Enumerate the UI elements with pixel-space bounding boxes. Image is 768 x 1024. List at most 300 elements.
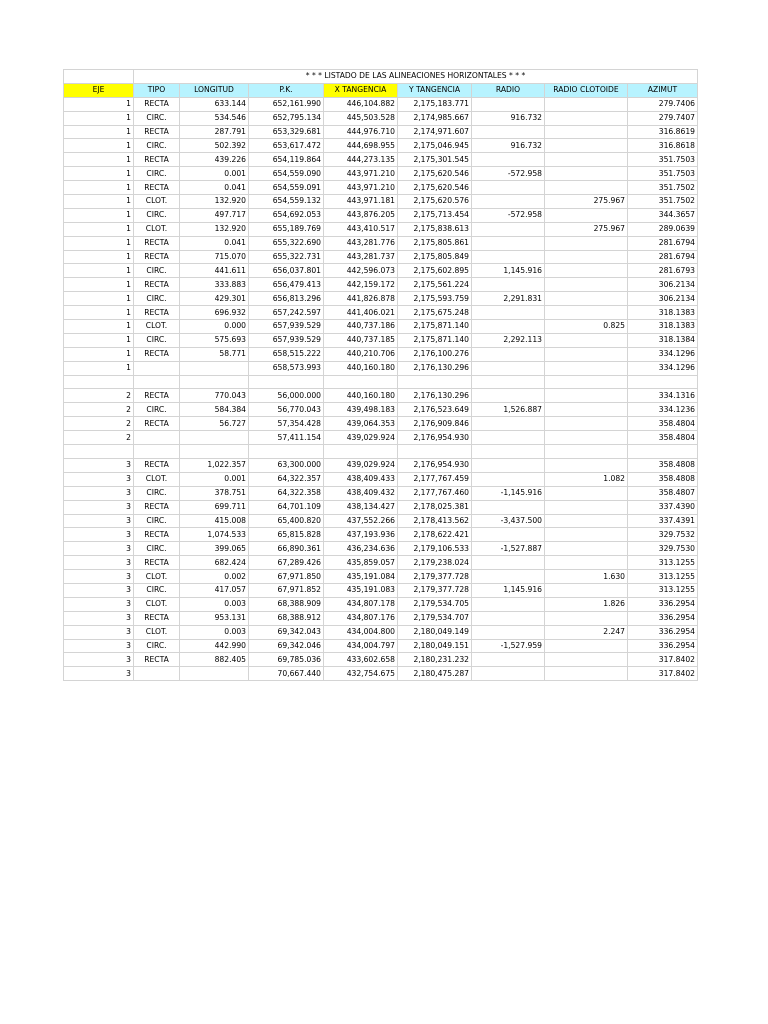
cell-x-tangencia[interactable]: 443,971.181 xyxy=(324,195,398,209)
cell-eje[interactable]: 1 xyxy=(64,195,134,209)
cell-longitud[interactable]: 0.002 xyxy=(180,570,249,584)
cell-eje[interactable]: 3 xyxy=(64,625,134,639)
header-pk[interactable]: P.K. xyxy=(249,83,324,97)
cell-x-tangencia[interactable]: 444,273.135 xyxy=(324,153,398,167)
cell-radio[interactable] xyxy=(472,597,545,611)
cell-x-tangencia[interactable]: 433,602.658 xyxy=(324,653,398,667)
cell-y-tangencia[interactable]: 2,180,049.151 xyxy=(398,639,472,653)
header-longitud[interactable]: LONGITUD xyxy=(180,83,249,97)
cell-radio[interactable] xyxy=(472,250,545,264)
cell-y-tangencia[interactable]: 2,179,238.024 xyxy=(398,556,472,570)
cell-eje[interactable]: 3 xyxy=(64,542,134,556)
cell-radio-clotoide[interactable] xyxy=(545,417,628,431)
cell-eje[interactable]: 2 xyxy=(64,431,134,445)
cell-azimut[interactable]: 281.6793 xyxy=(628,264,698,278)
cell-pk[interactable]: 63,300.000 xyxy=(249,458,324,472)
cell-x-tangencia[interactable]: 446,104.882 xyxy=(324,97,398,111)
cell-pk[interactable]: 655,322.731 xyxy=(249,250,324,264)
cell-y-tangencia[interactable]: 2,176,130.296 xyxy=(398,361,472,375)
cell-longitud[interactable]: 953.131 xyxy=(180,611,249,625)
cell-radio[interactable] xyxy=(472,500,545,514)
cell-pk[interactable]: 657,939.529 xyxy=(249,320,324,334)
cell-x-tangencia[interactable]: 440,160.180 xyxy=(324,361,398,375)
cell-azimut[interactable]: 313.1255 xyxy=(628,570,698,584)
cell-radio-clotoide[interactable] xyxy=(545,97,628,111)
cell-longitud[interactable]: 439.226 xyxy=(180,153,249,167)
cell-eje[interactable]: 1 xyxy=(64,361,134,375)
cell-longitud[interactable]: 0.001 xyxy=(180,167,249,181)
cell-radio-clotoide[interactable]: 275.967 xyxy=(545,195,628,209)
cell-radio-clotoide[interactable] xyxy=(545,667,628,681)
cell-azimut[interactable]: 351.7503 xyxy=(628,167,698,181)
cell-tipo[interactable]: CIRC. xyxy=(134,292,180,306)
cell-x-tangencia[interactable]: 443,281.776 xyxy=(324,236,398,250)
cell-azimut[interactable]: 281.6794 xyxy=(628,250,698,264)
cell-radio[interactable] xyxy=(472,667,545,681)
cell-tipo[interactable]: CLOT. xyxy=(134,195,180,209)
cell-eje[interactable]: 1 xyxy=(64,167,134,181)
cell-longitud[interactable] xyxy=(180,445,249,459)
cell-radio-clotoide[interactable]: 275.967 xyxy=(545,222,628,236)
cell-x-tangencia[interactable]: 439,029.924 xyxy=(324,458,398,472)
cell-y-tangencia[interactable]: 2,175,183.771 xyxy=(398,97,472,111)
cell-y-tangencia[interactable]: 2,175,602.895 xyxy=(398,264,472,278)
cell-tipo[interactable]: CLOT. xyxy=(134,597,180,611)
cell-longitud[interactable]: 132.920 xyxy=(180,195,249,209)
cell-eje[interactable]: 1 xyxy=(64,125,134,139)
cell-tipo[interactable]: RECTA xyxy=(134,97,180,111)
header-azimut[interactable]: AZIMUT xyxy=(628,83,698,97)
cell-azimut[interactable]: 313.1255 xyxy=(628,556,698,570)
cell-y-tangencia[interactable]: 2,176,523.649 xyxy=(398,403,472,417)
cell-radio[interactable] xyxy=(472,320,545,334)
cell-pk[interactable]: 64,322.357 xyxy=(249,472,324,486)
cell-pk[interactable] xyxy=(249,375,324,389)
cell-radio-clotoide[interactable] xyxy=(545,445,628,459)
header-x-tangencia[interactable]: X TANGENCIA xyxy=(324,83,398,97)
cell-azimut[interactable]: 329.7530 xyxy=(628,542,698,556)
cell-pk[interactable]: 67,971.850 xyxy=(249,570,324,584)
cell-azimut[interactable]: 316.8619 xyxy=(628,125,698,139)
cell-radio-clotoide[interactable]: 1.826 xyxy=(545,597,628,611)
cell-radio[interactable]: -1,145.916 xyxy=(472,486,545,500)
cell-radio[interactable] xyxy=(472,417,545,431)
cell-y-tangencia[interactable]: 2,175,620.546 xyxy=(398,167,472,181)
cell-radio-clotoide[interactable] xyxy=(545,653,628,667)
cell-tipo[interactable]: CLOT. xyxy=(134,570,180,584)
cell-y-tangencia[interactable]: 2,175,805.849 xyxy=(398,250,472,264)
cell-tipo[interactable]: CIRC. xyxy=(134,403,180,417)
cell-radio-clotoide[interactable] xyxy=(545,583,628,597)
cell-azimut[interactable]: 358.4808 xyxy=(628,458,698,472)
cell-pk[interactable]: 65,815.828 xyxy=(249,528,324,542)
cell-longitud[interactable]: 534.546 xyxy=(180,111,249,125)
cell-azimut[interactable]: 289.0639 xyxy=(628,222,698,236)
cell-y-tangencia[interactable]: 2,179,534.707 xyxy=(398,611,472,625)
cell-eje[interactable]: 1 xyxy=(64,278,134,292)
cell-longitud[interactable] xyxy=(180,667,249,681)
cell-radio-clotoide[interactable]: 2.247 xyxy=(545,625,628,639)
cell-y-tangencia[interactable]: 2,177,767.459 xyxy=(398,472,472,486)
cell-longitud[interactable]: 0.003 xyxy=(180,597,249,611)
cell-azimut[interactable]: 334.1296 xyxy=(628,347,698,361)
cell-eje[interactable]: 3 xyxy=(64,653,134,667)
cell-radio[interactable] xyxy=(472,306,545,320)
cell-x-tangencia[interactable]: 440,160.180 xyxy=(324,389,398,403)
cell-azimut[interactable]: 316.8618 xyxy=(628,139,698,153)
cell-pk[interactable]: 658,573.993 xyxy=(249,361,324,375)
cell-radio[interactable] xyxy=(472,458,545,472)
cell-pk[interactable] xyxy=(249,445,324,459)
cell-pk[interactable]: 652,161.990 xyxy=(249,97,324,111)
cell-radio-clotoide[interactable] xyxy=(545,611,628,625)
cell-y-tangencia[interactable]: 2,179,377.728 xyxy=(398,570,472,584)
cell-longitud[interactable]: 633.144 xyxy=(180,97,249,111)
cell-eje[interactable]: 1 xyxy=(64,250,134,264)
cell-x-tangencia[interactable]: 434,004.797 xyxy=(324,639,398,653)
cell-azimut[interactable]: 351.7502 xyxy=(628,195,698,209)
cell-radio[interactable] xyxy=(472,278,545,292)
cell-x-tangencia[interactable]: 440,737.186 xyxy=(324,320,398,334)
cell-azimut[interactable]: 344.3657 xyxy=(628,208,698,222)
cell-pk[interactable]: 64,701.109 xyxy=(249,500,324,514)
cell-radio[interactable]: 2,292.113 xyxy=(472,333,545,347)
cell-eje[interactable]: 3 xyxy=(64,667,134,681)
cell-azimut[interactable]: 337.4390 xyxy=(628,500,698,514)
cell-tipo[interactable]: CIRC. xyxy=(134,639,180,653)
cell-eje[interactable]: 3 xyxy=(64,514,134,528)
cell-radio-clotoide[interactable] xyxy=(545,528,628,542)
cell-longitud[interactable] xyxy=(180,431,249,445)
cell-pk[interactable]: 654,559.090 xyxy=(249,167,324,181)
cell-longitud[interactable]: 399.065 xyxy=(180,542,249,556)
cell-longitud[interactable]: 1,074.533 xyxy=(180,528,249,542)
cell-tipo[interactable]: CLOT. xyxy=(134,625,180,639)
cell-eje[interactable]: 3 xyxy=(64,500,134,514)
cell-azimut[interactable]: 279.7407 xyxy=(628,111,698,125)
cell-x-tangencia[interactable]: 443,971.210 xyxy=(324,181,398,195)
cell-azimut[interactable]: 336.2954 xyxy=(628,611,698,625)
cell-longitud[interactable]: 682.424 xyxy=(180,556,249,570)
cell-pk[interactable]: 69,342.043 xyxy=(249,625,324,639)
cell-azimut[interactable]: 351.7502 xyxy=(628,181,698,195)
cell-longitud[interactable]: 415.008 xyxy=(180,514,249,528)
cell-longitud[interactable]: 0.041 xyxy=(180,181,249,195)
cell-longitud[interactable]: 429.301 xyxy=(180,292,249,306)
table-title[interactable]: * * * LISTADO DE LAS ALINEACIONES HORIZONTALES * * * xyxy=(134,70,698,84)
cell-pk[interactable]: 65,400.820 xyxy=(249,514,324,528)
cell-tipo[interactable]: RECTA xyxy=(134,458,180,472)
cell-radio[interactable] xyxy=(472,347,545,361)
cell-pk[interactable]: 655,189.769 xyxy=(249,222,324,236)
cell-tipo[interactable] xyxy=(134,431,180,445)
cell-eje[interactable]: 1 xyxy=(64,181,134,195)
cell-azimut[interactable]: 358.4807 xyxy=(628,486,698,500)
cell-longitud[interactable]: 699.711 xyxy=(180,500,249,514)
cell-radio-clotoide[interactable] xyxy=(545,250,628,264)
cell-radio-clotoide[interactable] xyxy=(545,333,628,347)
cell-y-tangencia[interactable]: 2,179,377.728 xyxy=(398,583,472,597)
cell-azimut[interactable]: 279.7406 xyxy=(628,97,698,111)
cell-radio[interactable] xyxy=(472,153,545,167)
cell-radio-clotoide[interactable] xyxy=(545,278,628,292)
cell-azimut[interactable]: 336.2954 xyxy=(628,639,698,653)
cell-tipo[interactable]: RECTA xyxy=(134,181,180,195)
cell-eje[interactable]: 1 xyxy=(64,347,134,361)
cell-pk[interactable]: 67,971.852 xyxy=(249,583,324,597)
cell-tipo[interactable]: CIRC. xyxy=(134,583,180,597)
cell-y-tangencia[interactable]: 2,176,954.930 xyxy=(398,431,472,445)
cell-radio[interactable]: 916.732 xyxy=(472,111,545,125)
cell-radio[interactable]: -572.958 xyxy=(472,208,545,222)
cell-tipo[interactable]: CIRC. xyxy=(134,333,180,347)
cell-radio[interactable] xyxy=(472,570,545,584)
cell-radio-clotoide[interactable] xyxy=(545,542,628,556)
cell-y-tangencia[interactable]: 2,175,301.545 xyxy=(398,153,472,167)
cell-eje[interactable]: 1 xyxy=(64,208,134,222)
cell-y-tangencia[interactable]: 2,176,954.930 xyxy=(398,458,472,472)
cell-eje[interactable]: 1 xyxy=(64,320,134,334)
cell-tipo[interactable]: CIRC. xyxy=(134,111,180,125)
cell-x-tangencia[interactable]: 436,234.636 xyxy=(324,542,398,556)
cell-longitud[interactable]: 441.611 xyxy=(180,264,249,278)
cell-y-tangencia[interactable]: 2,175,675.248 xyxy=(398,306,472,320)
cell-y-tangencia[interactable]: 2,175,805.861 xyxy=(398,236,472,250)
cell-radio[interactable] xyxy=(472,653,545,667)
cell-eje[interactable]: 1 xyxy=(64,222,134,236)
cell-azimut[interactable]: 318.1383 xyxy=(628,306,698,320)
cell-radio-clotoide[interactable]: 1.630 xyxy=(545,570,628,584)
cell-x-tangencia[interactable] xyxy=(324,375,398,389)
cell-azimut[interactable]: 318.1384 xyxy=(628,333,698,347)
cell-tipo[interactable]: RECTA xyxy=(134,389,180,403)
cell-tipo[interactable]: RECTA xyxy=(134,611,180,625)
cell-radio-clotoide[interactable] xyxy=(545,486,628,500)
cell-tipo[interactable]: CLOT. xyxy=(134,472,180,486)
cell-y-tangencia[interactable]: 2,178,025.381 xyxy=(398,500,472,514)
cell-tipo[interactable]: RECTA xyxy=(134,528,180,542)
cell-pk[interactable]: 68,388.912 xyxy=(249,611,324,625)
cell-pk[interactable]: 658,515.222 xyxy=(249,347,324,361)
cell-eje[interactable]: 3 xyxy=(64,639,134,653)
header-eje[interactable]: EJE xyxy=(64,83,134,97)
cell-longitud[interactable]: 0.041 xyxy=(180,236,249,250)
cell-longitud[interactable]: 575.693 xyxy=(180,333,249,347)
cell-longitud[interactable]: 287.791 xyxy=(180,125,249,139)
cell-y-tangencia[interactable]: 2,177,767.460 xyxy=(398,486,472,500)
cell-radio[interactable]: 2,291.831 xyxy=(472,292,545,306)
cell-azimut[interactable]: 317.8402 xyxy=(628,667,698,681)
cell-eje[interactable]: 3 xyxy=(64,556,134,570)
cell-radio-clotoide[interactable] xyxy=(545,139,628,153)
cell-eje[interactable]: 1 xyxy=(64,97,134,111)
cell-eje[interactable]: 3 xyxy=(64,570,134,584)
cell-pk[interactable]: 67,289.426 xyxy=(249,556,324,570)
cell-radio-clotoide[interactable] xyxy=(545,403,628,417)
cell-pk[interactable]: 69,342.046 xyxy=(249,639,324,653)
cell-longitud[interactable]: 0.000 xyxy=(180,320,249,334)
cell-x-tangencia[interactable]: 439,064.353 xyxy=(324,417,398,431)
cell-eje[interactable]: 1 xyxy=(64,333,134,347)
cell-y-tangencia[interactable]: 2,180,049.149 xyxy=(398,625,472,639)
cell-y-tangencia[interactable]: 2,175,561.224 xyxy=(398,278,472,292)
cell-radio-clotoide[interactable] xyxy=(545,361,628,375)
cell-radio[interactable] xyxy=(472,528,545,542)
cell-y-tangencia[interactable]: 2,176,130.296 xyxy=(398,389,472,403)
cell-radio[interactable]: 916.732 xyxy=(472,139,545,153)
cell-radio[interactable]: -572.958 xyxy=(472,167,545,181)
cell-eje[interactable]: 2 xyxy=(64,389,134,403)
cell-radio-clotoide[interactable] xyxy=(545,375,628,389)
cell-eje[interactable]: 3 xyxy=(64,472,134,486)
cell-longitud[interactable]: 770.043 xyxy=(180,389,249,403)
cell-tipo[interactable]: RECTA xyxy=(134,653,180,667)
cell-y-tangencia[interactable]: 2,175,620.576 xyxy=(398,195,472,209)
cell-radio-clotoide[interactable] xyxy=(545,458,628,472)
cell-x-tangencia[interactable]: 437,193.936 xyxy=(324,528,398,542)
cell-pk[interactable]: 70,667.440 xyxy=(249,667,324,681)
cell-y-tangencia[interactable]: 2,175,871.140 xyxy=(398,333,472,347)
cell-x-tangencia[interactable]: 434,004.800 xyxy=(324,625,398,639)
header-radio-clotoide[interactable]: RADIO CLOTOIDE xyxy=(545,83,628,97)
cell-longitud[interactable]: 132.920 xyxy=(180,222,249,236)
cell-pk[interactable]: 654,692.053 xyxy=(249,208,324,222)
cell-tipo[interactable]: RECTA xyxy=(134,278,180,292)
cell-eje[interactable] xyxy=(64,445,134,459)
cell-pk[interactable]: 657,939.529 xyxy=(249,333,324,347)
cell-tipo[interactable]: CIRC. xyxy=(134,542,180,556)
cell-azimut[interactable]: 336.2954 xyxy=(628,625,698,639)
cell-eje[interactable]: 2 xyxy=(64,403,134,417)
cell-pk[interactable]: 56,000.000 xyxy=(249,389,324,403)
cell-pk[interactable]: 653,329.681 xyxy=(249,125,324,139)
cell-radio[interactable] xyxy=(472,181,545,195)
cell-radio-clotoide[interactable] xyxy=(545,431,628,445)
cell-tipo[interactable]: CIRC. xyxy=(134,139,180,153)
cell-longitud[interactable]: 58.771 xyxy=(180,347,249,361)
cell-y-tangencia[interactable]: 2,180,231.232 xyxy=(398,653,472,667)
cell-longitud[interactable]: 882.405 xyxy=(180,653,249,667)
cell-radio-clotoide[interactable] xyxy=(545,639,628,653)
cell-pk[interactable]: 657,242.597 xyxy=(249,306,324,320)
cell-pk[interactable]: 656,037.801 xyxy=(249,264,324,278)
cell-radio[interactable]: 1,526.887 xyxy=(472,403,545,417)
cell-tipo[interactable]: RECTA xyxy=(134,306,180,320)
cell-radio-clotoide[interactable] xyxy=(545,208,628,222)
cell-longitud[interactable]: 696.932 xyxy=(180,306,249,320)
cell-radio-clotoide[interactable] xyxy=(545,153,628,167)
cell-radio-clotoide[interactable]: 0.825 xyxy=(545,320,628,334)
cell-x-tangencia[interactable]: 432,754.675 xyxy=(324,667,398,681)
cell-x-tangencia[interactable]: 438,409.432 xyxy=(324,486,398,500)
cell-x-tangencia[interactable]: 438,409.433 xyxy=(324,472,398,486)
cell-tipo[interactable]: CIRC. xyxy=(134,486,180,500)
cell-longitud[interactable]: 1,022.357 xyxy=(180,458,249,472)
cell-eje[interactable]: 1 xyxy=(64,153,134,167)
cell-tipo[interactable] xyxy=(134,445,180,459)
cell-radio[interactable] xyxy=(472,556,545,570)
cell-eje[interactable]: 3 xyxy=(64,458,134,472)
cell-pk[interactable]: 654,559.091 xyxy=(249,181,324,195)
cell-azimut[interactable]: 329.7532 xyxy=(628,528,698,542)
cell-azimut[interactable]: 336.2954 xyxy=(628,597,698,611)
cell-y-tangencia[interactable]: 2,175,046.945 xyxy=(398,139,472,153)
cell-y-tangencia[interactable]: 2,175,871.140 xyxy=(398,320,472,334)
cell-tipo[interactable]: CIRC. xyxy=(134,167,180,181)
cell-y-tangencia[interactable]: 2,179,534.705 xyxy=(398,597,472,611)
cell-x-tangencia[interactable]: 439,498.183 xyxy=(324,403,398,417)
header-radio[interactable]: RADIO xyxy=(472,83,545,97)
cell-tipo[interactable]: RECTA xyxy=(134,347,180,361)
cell-azimut[interactable]: 358.4804 xyxy=(628,431,698,445)
cell-y-tangencia[interactable]: 2,176,100.276 xyxy=(398,347,472,361)
cell-azimut[interactable]: 313.1255 xyxy=(628,583,698,597)
cell-radio-clotoide[interactable] xyxy=(545,181,628,195)
cell-pk[interactable]: 653,617.472 xyxy=(249,139,324,153)
cell-longitud[interactable]: 584.384 xyxy=(180,403,249,417)
cell-tipo[interactable]: CIRC. xyxy=(134,264,180,278)
cell-pk[interactable]: 655,322.690 xyxy=(249,236,324,250)
cell-x-tangencia[interactable]: 435,191.083 xyxy=(324,583,398,597)
cell-y-tangencia[interactable]: 2,175,620.546 xyxy=(398,181,472,195)
cell-y-tangencia[interactable]: 2,174,985.667 xyxy=(398,111,472,125)
cell-x-tangencia[interactable]: 443,971.210 xyxy=(324,167,398,181)
cell-longitud[interactable]: 417.057 xyxy=(180,583,249,597)
cell-azimut[interactable]: 337.4391 xyxy=(628,514,698,528)
cell-tipo[interactable]: RECTA xyxy=(134,417,180,431)
cell-tipo[interactable]: RECTA xyxy=(134,236,180,250)
cell-eje[interactable]: 1 xyxy=(64,236,134,250)
cell-radio-clotoide[interactable] xyxy=(545,306,628,320)
cell-radio[interactable] xyxy=(472,125,545,139)
cell-radio-clotoide[interactable] xyxy=(545,111,628,125)
cell-eje[interactable]: 3 xyxy=(64,583,134,597)
cell-radio[interactable] xyxy=(472,472,545,486)
cell-tipo[interactable] xyxy=(134,667,180,681)
cell-longitud[interactable]: 442.990 xyxy=(180,639,249,653)
cell-radio[interactable]: -1,527.959 xyxy=(472,639,545,653)
cell-x-tangencia[interactable]: 441,406.021 xyxy=(324,306,398,320)
cell-x-tangencia[interactable]: 445,503.528 xyxy=(324,111,398,125)
cell-pk[interactable]: 69,785.036 xyxy=(249,653,324,667)
cell-radio[interactable] xyxy=(472,445,545,459)
cell-radio[interactable] xyxy=(472,375,545,389)
cell-azimut[interactable] xyxy=(628,445,698,459)
cell-radio[interactable] xyxy=(472,361,545,375)
cell-radio-clotoide[interactable] xyxy=(545,125,628,139)
cell-radio-clotoide[interactable] xyxy=(545,236,628,250)
header-tipo[interactable]: TIPO xyxy=(134,83,180,97)
cell-y-tangencia[interactable]: 2,180,475.287 xyxy=(398,667,472,681)
cell-tipo[interactable]: RECTA xyxy=(134,500,180,514)
cell-eje[interactable] xyxy=(64,375,134,389)
cell-radio[interactable] xyxy=(472,431,545,445)
cell-tipo[interactable] xyxy=(134,375,180,389)
cell-x-tangencia[interactable]: 443,281.737 xyxy=(324,250,398,264)
cell-radio-clotoide[interactable] xyxy=(545,500,628,514)
cell-radio-clotoide[interactable]: 1.082 xyxy=(545,472,628,486)
cell-longitud[interactable]: 497.717 xyxy=(180,208,249,222)
cell-y-tangencia[interactable]: 2,175,593.759 xyxy=(398,292,472,306)
cell-tipo[interactable]: RECTA xyxy=(134,250,180,264)
cell-y-tangencia[interactable]: 2,178,622.421 xyxy=(398,528,472,542)
cell-radio[interactable] xyxy=(472,236,545,250)
cell-pk[interactable]: 57,411.154 xyxy=(249,431,324,445)
cell-radio[interactable]: -3,437.500 xyxy=(472,514,545,528)
cell-tipo[interactable]: CIRC. xyxy=(134,208,180,222)
cell-y-tangencia[interactable] xyxy=(398,445,472,459)
cell-tipo[interactable]: RECTA xyxy=(134,556,180,570)
